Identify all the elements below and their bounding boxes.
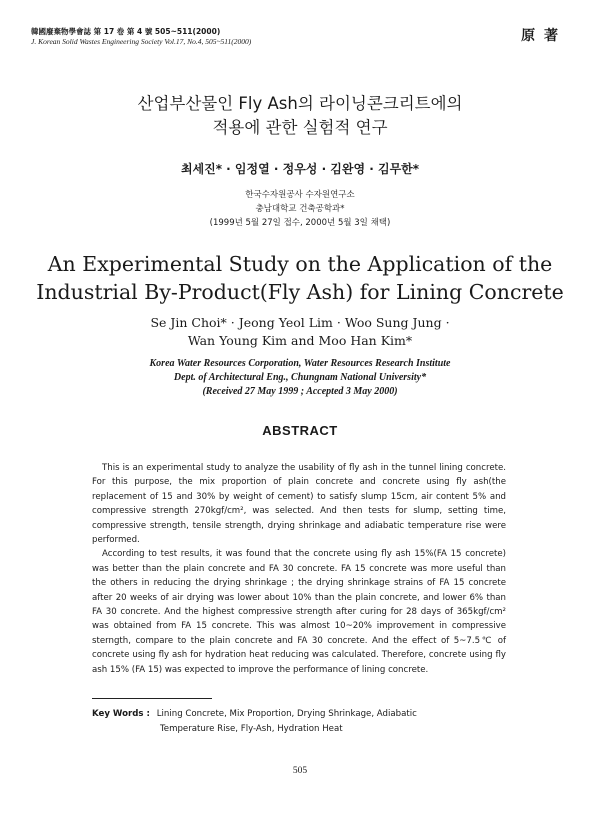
journal-citation-korean: 韓國廢棄物學會誌 第 17 卷 第 4 號 505~511(2000) bbox=[31, 27, 221, 36]
english-title-line: An Experimental Study on the Application of the bbox=[47, 252, 553, 276]
korean-title-line: 적용에 관한 실험적 연구 bbox=[212, 118, 388, 137]
korean-affiliation bbox=[0, 188, 600, 230]
korean-affiliation-line: 충남대학교 건축공학과* bbox=[255, 204, 345, 214]
keywords-block bbox=[92, 707, 506, 737]
english-affiliation-line: Korea Water Resources Corporation, Water Resources Research Institute bbox=[149, 358, 451, 369]
abstract-paragraph: This is an experimental study to analyze the usability of fly ash in the tunnel lining concrete. For this purpose, the mix proportion of plain concrete and concrete using fly ash(the replacement of 15 and 30% by weight of cement) to satisfy slump 15cm, air content 5% and compressive strength 270kgf/cm², was selected. And then tests for slump, setting time, compressive strength, tensile strength, drying shrinkage and adiabatic temperature rise were performed. bbox=[92, 463, 506, 546]
keywords-line: Temperature Rise, Fly-Ash, Hydration Heat bbox=[160, 724, 343, 734]
english-affiliation-line: Dept. of Architectural Eng., Chungnam National University* bbox=[173, 372, 427, 383]
english-title bbox=[0, 250, 600, 306]
english-authors-line: Wan Young Kim and Moo Han Kim* bbox=[187, 333, 413, 348]
abstract-heading: ABSTRACT bbox=[262, 423, 338, 438]
journal-header bbox=[31, 27, 511, 47]
english-title-line: Industrial By-Product(Fly Ash) for Lining Concrete bbox=[36, 280, 564, 304]
keywords-divider bbox=[92, 698, 212, 699]
korean-dates: (1999년 5월 27일 접수, 2000년 5월 3일 채택) bbox=[209, 218, 391, 228]
korean-affiliation-line: 한국수자원공사 수자원연구소 bbox=[245, 190, 355, 200]
keywords-line: Lining Concrete, Mix Proportion, Drying Shrinkage, Adiabatic bbox=[156, 709, 417, 719]
english-dates: (Received 27 May 1999 ; Accepted 3 May 2000) bbox=[202, 386, 398, 397]
english-authors-line: Se Jin Choi* · Jeong Yeol Lim · Woo Sung Jung · bbox=[150, 315, 450, 330]
korean-title-line: 산업부산물인 Fly Ash의 라이닝콘크리트에의 bbox=[137, 94, 463, 113]
abstract-paragraph: According to test results, it was found that the concrete using fly ash 15%(FA 15 concrete) was better than the plain concrete and FA 30 concrete. FA 15 concrete was more useful than the others in reducing the drying shrinkage ; the drying shrinkage strains of FA 15 concrete after 20 weeks of air drying was lower about 10% than the plain concrete, and lower 6% than FA 30 concrete. And the highest compressive strength after curing for 28 days of 365kgf/cm² was obtained from FA 15 concrete. This was almost 10~20% improvement in compressive sterngth, compare to the plain concrete and FA 30 concrete. And the effect of 5~7.5℃ of concrete using fly ash for hydration heat reducing was calculated. Therefore, concrete using fly ash 15% (FA 15) was expected to improve the performance of lining concrete. bbox=[92, 549, 506, 675]
article-type-label: 原 著 bbox=[521, 28, 560, 44]
keywords-label: Key Words : bbox=[92, 709, 150, 719]
abstract-body bbox=[92, 461, 506, 677]
korean-authors: 최세진* · 임정열 · 정우성 · 김완영 · 김무한* bbox=[180, 162, 420, 176]
page-number: 505 bbox=[292, 766, 308, 776]
english-affiliation bbox=[0, 357, 600, 399]
korean-title bbox=[0, 92, 600, 140]
english-authors bbox=[0, 314, 600, 350]
journal-citation-english: J. Korean Solid Wastes Engineering Society Vol.17, No.4, 505~511(2000) bbox=[31, 37, 252, 46]
